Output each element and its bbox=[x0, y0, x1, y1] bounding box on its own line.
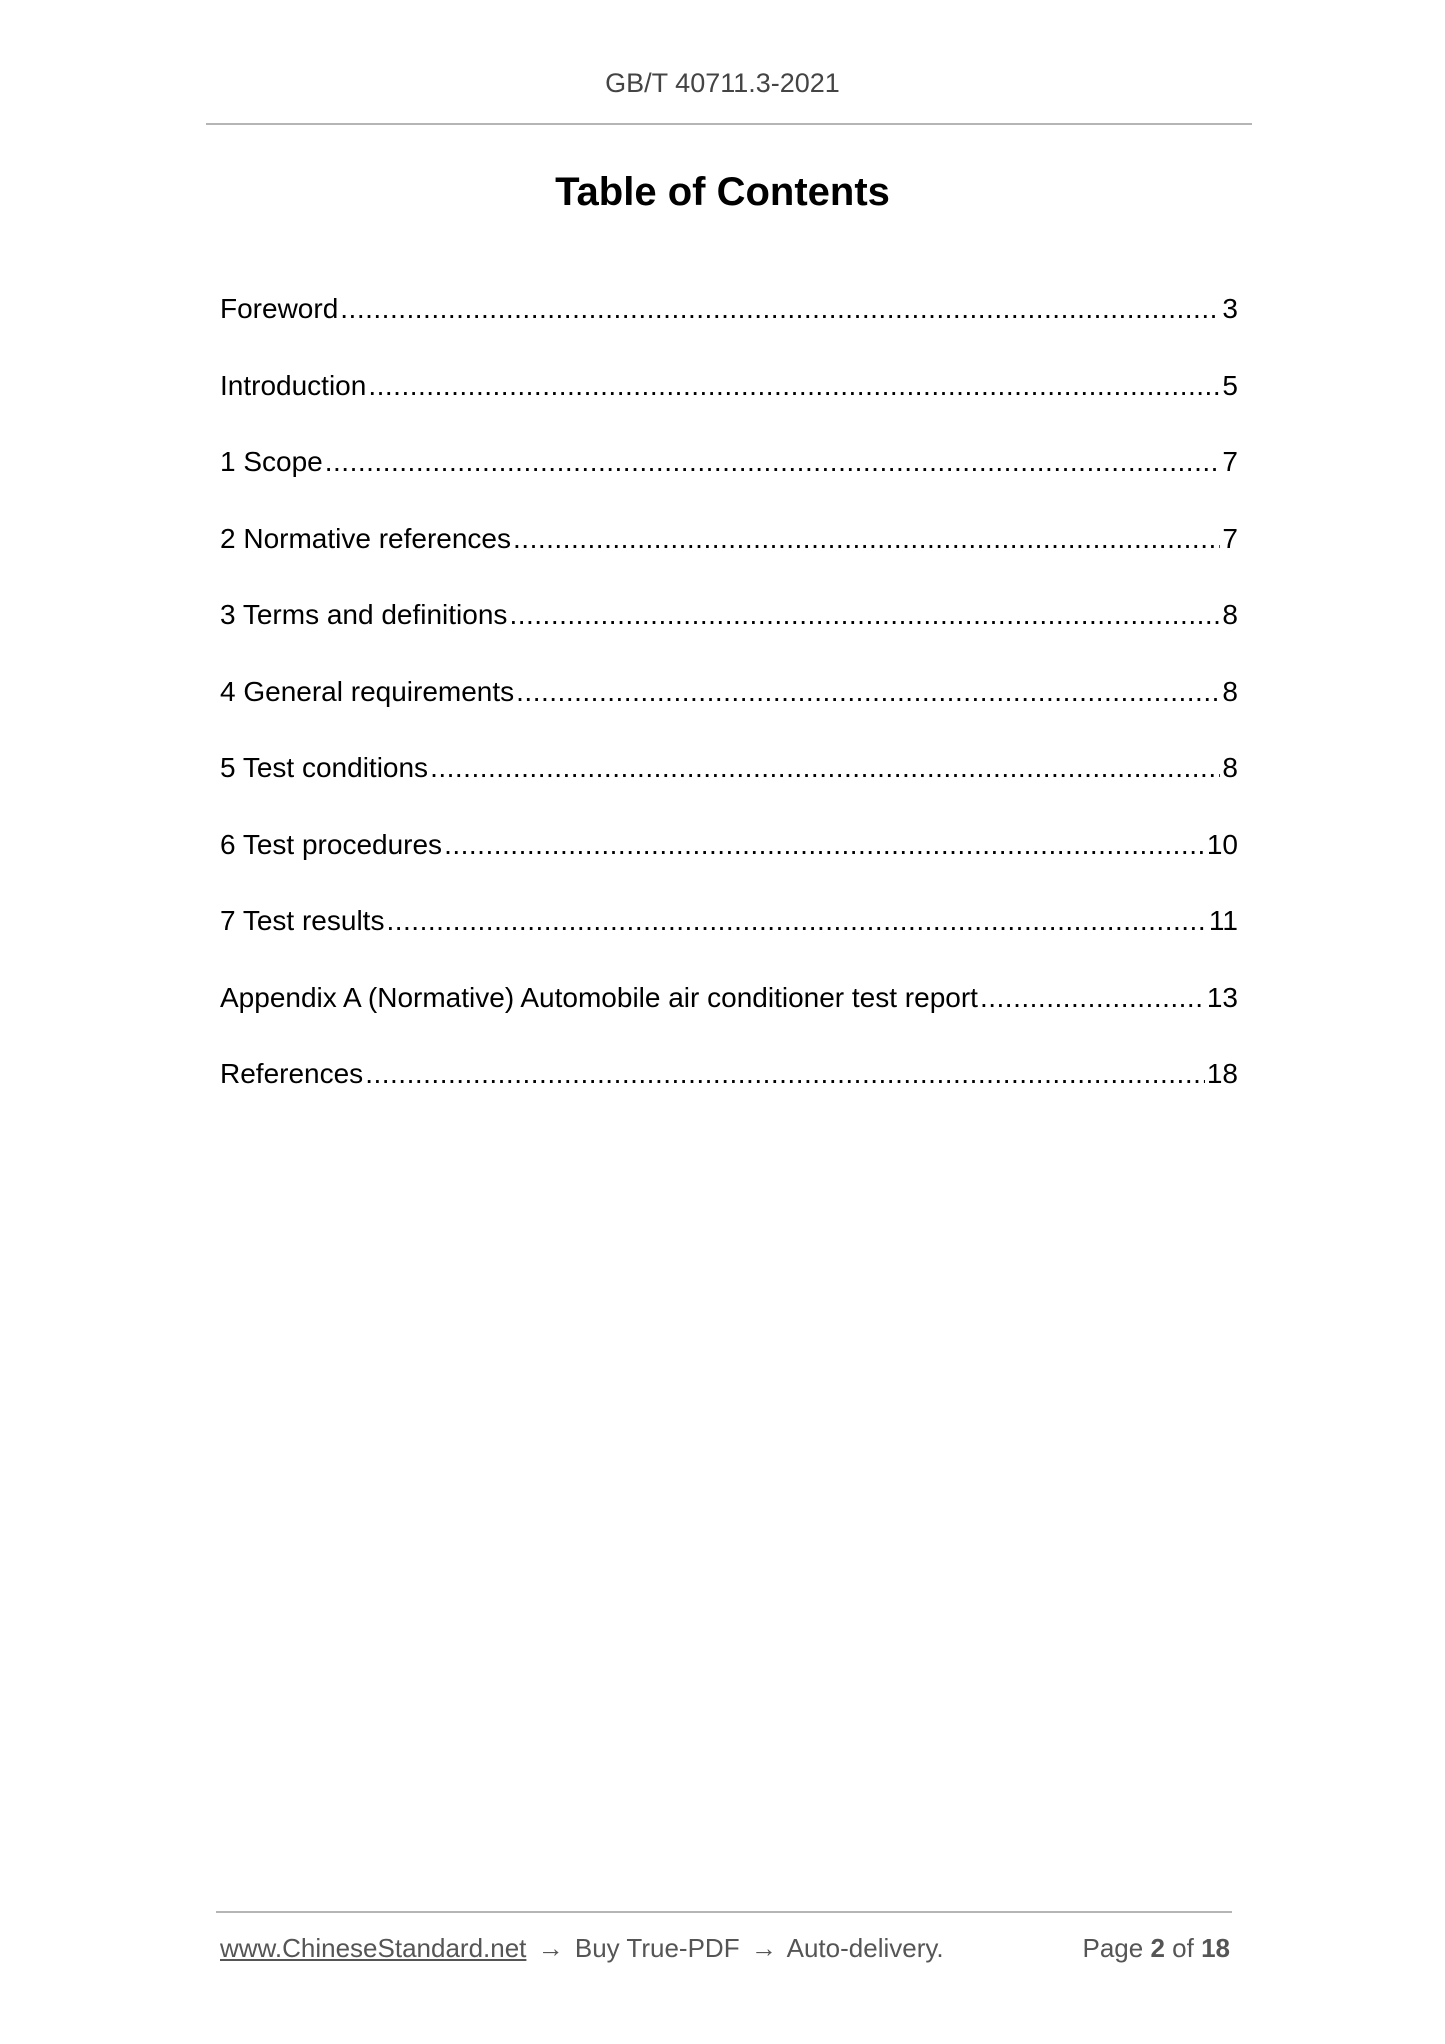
total-pages: 18 bbox=[1201, 1933, 1230, 1963]
toc-entry-title: 5 Test conditions bbox=[220, 752, 429, 783]
footer-divider bbox=[216, 1911, 1232, 1913]
toc-entry-terms-and-definitions[interactable] bbox=[220, 595, 1238, 672]
toc-dot-leader bbox=[509, 595, 1220, 635]
table-of-contents bbox=[220, 289, 1238, 1131]
toc-entry-page: 8 bbox=[1222, 752, 1238, 783]
arrow-right-icon: → bbox=[750, 1933, 777, 1963]
toc-entry-page: 13 bbox=[1206, 981, 1238, 1013]
toc-entry-page: 18 bbox=[1206, 1058, 1238, 1089]
toc-entry-title: Introduction bbox=[220, 369, 367, 401]
toc-entry-title: 3 Terms and definitions bbox=[220, 599, 508, 630]
toc-entry-page: 3 bbox=[1222, 293, 1238, 324]
header-divider bbox=[206, 123, 1252, 125]
delivery-text: Auto-delivery. bbox=[786, 1933, 944, 1963]
toc-entry-page: 8 bbox=[1222, 675, 1238, 707]
toc-dot-leader bbox=[980, 978, 1205, 1018]
toc-entry-foreword[interactable] bbox=[220, 289, 1238, 366]
toc-dot-leader bbox=[368, 366, 1220, 406]
toc-entry-page: 10 bbox=[1206, 828, 1238, 860]
page-label: Page bbox=[1082, 1933, 1144, 1963]
page-number bbox=[1082, 1930, 1230, 1966]
toc-dot-leader bbox=[365, 1054, 1205, 1094]
toc-entry-title: 7 Test results bbox=[220, 905, 385, 936]
toc-entry-page: 7 bbox=[1222, 522, 1238, 554]
toc-entry-page: 7 bbox=[1222, 446, 1238, 477]
toc-entry-title: Appendix A (Normative) Automobile air conditioner test report bbox=[220, 981, 978, 1013]
toc-entry-title: References bbox=[220, 1058, 364, 1089]
footer-promo bbox=[220, 1930, 944, 1966]
toc-entry-page: 5 bbox=[1222, 369, 1238, 401]
toc-entry-appendix-a[interactable] bbox=[220, 978, 1238, 1055]
toc-entry-page: 11 bbox=[1208, 905, 1238, 936]
toc-dot-leader bbox=[444, 825, 1205, 865]
toc-entry-title: 2 Normative references bbox=[220, 522, 512, 554]
document-code-header: GB/T 40711.3-2021 bbox=[605, 68, 840, 98]
buy-text: Buy True-PDF bbox=[574, 1933, 740, 1963]
toc-entry-page: 8 bbox=[1222, 599, 1238, 630]
toc-entry-general-requirements[interactable] bbox=[220, 672, 1238, 749]
toc-entry-title: Foreword bbox=[220, 293, 339, 324]
of-label: of bbox=[1172, 1933, 1194, 1963]
page-title: Table of Contents bbox=[555, 170, 890, 214]
toc-dot-leader bbox=[386, 901, 1206, 941]
toc-dot-leader bbox=[340, 289, 1220, 329]
toc-entry-test-procedures[interactable] bbox=[220, 825, 1238, 902]
toc-entry-normative-references[interactable] bbox=[220, 519, 1238, 596]
toc-dot-leader bbox=[516, 672, 1220, 712]
toc-dot-leader bbox=[325, 442, 1221, 482]
toc-entry-test-conditions[interactable] bbox=[220, 748, 1238, 825]
toc-entry-test-results[interactable] bbox=[220, 901, 1238, 978]
site-link[interactable]: www.ChineseStandard.net bbox=[220, 1933, 527, 1963]
toc-entry-title: 6 Test procedures bbox=[220, 828, 443, 860]
toc-entry-references[interactable] bbox=[220, 1054, 1238, 1131]
toc-entry-scope[interactable] bbox=[220, 442, 1238, 519]
current-page: 2 bbox=[1150, 1933, 1165, 1963]
toc-entry-title: 4 General requirements bbox=[220, 675, 515, 707]
toc-entry-title: 1 Scope bbox=[220, 446, 323, 477]
toc-dot-leader bbox=[513, 519, 1220, 559]
arrow-right-icon: → bbox=[537, 1933, 564, 1963]
toc-dot-leader bbox=[430, 748, 1220, 788]
toc-entry-introduction[interactable] bbox=[220, 366, 1238, 443]
